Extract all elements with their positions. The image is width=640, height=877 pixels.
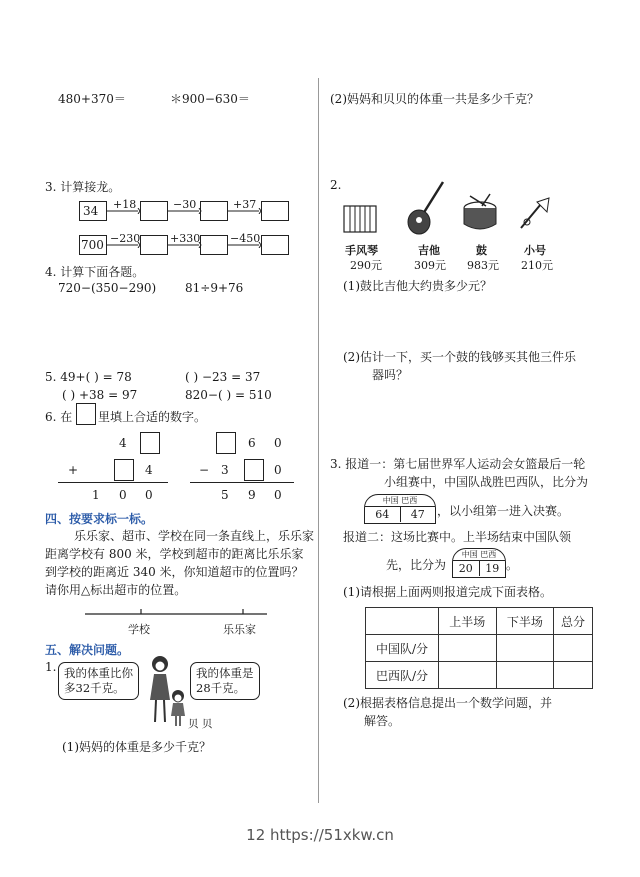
guitar-icon <box>405 178 449 238</box>
sec4-line-1: 乐乐家、超市、学校在同一条直线上，乐乐家 <box>74 529 315 543</box>
chain2-start: 700 <box>81 238 104 252</box>
bubble-line: 28千克。 <box>196 681 246 695</box>
q3-line2: 小组赛中，中国队战胜巴西队，比分为 <box>384 475 589 489</box>
answer-box[interactable] <box>140 432 160 454</box>
chain2-op1: −230 <box>110 232 141 245</box>
sample-box <box>76 403 96 425</box>
table-cell[interactable] <box>496 662 554 689</box>
table-cell[interactable] <box>496 635 554 662</box>
table-cell[interactable] <box>439 635 497 662</box>
digit: 5 <box>221 488 229 502</box>
digit: 4 <box>145 463 153 477</box>
score-header: 中国 巴西 <box>453 549 505 561</box>
instrument-price: 983元 <box>467 259 499 272</box>
q2-sub1: (1)鼓比吉他大约贵多少元？ <box>343 279 492 293</box>
score-china: 20 <box>453 561 480 576</box>
instrument-price: 290元 <box>350 259 382 272</box>
operator: − <box>199 463 210 477</box>
q3-line5a: 先，比分为 <box>386 558 447 572</box>
score-board-1 <box>364 494 436 524</box>
chain1-start: 34 <box>83 204 99 218</box>
digit: 0 <box>274 488 282 502</box>
score-header: 中国 巴西 <box>365 495 435 507</box>
chain1-op2: −30 <box>173 198 197 211</box>
label-home: 乐乐家 <box>223 623 256 636</box>
trumpet-icon <box>515 196 555 236</box>
q5-2: ( ) −23 = 37 <box>185 370 261 384</box>
instrument-price: 309元 <box>414 259 446 272</box>
q1-sub2: (2)妈妈和贝贝的体重一共是多少千克？ <box>330 92 539 106</box>
table-header: 下半场 <box>496 608 554 635</box>
table-row <box>366 662 593 689</box>
bubble-beibei <box>190 662 260 700</box>
section-5-title: 五、解决问题。 <box>45 643 130 657</box>
table-cell[interactable] <box>439 662 497 689</box>
drum-icon <box>460 192 502 236</box>
sec4-line-2: 距离学校有 800 米，学校到超市的距离比乐乐家 <box>45 547 304 561</box>
q3-line5b: 。 <box>506 558 519 572</box>
name-beibei: 贝 贝 <box>188 718 213 730</box>
chain2-arrows <box>106 242 266 248</box>
instrument-name: 手风琴 <box>345 244 378 257</box>
q3-line1: 3. 报道一：第七届世界军人运动会女篮最后一轮 <box>330 457 586 471</box>
instrument-price: 210元 <box>521 259 553 272</box>
chain2-op2: +330 <box>170 232 201 245</box>
q5-1: 5. 49+( ) = 78 <box>45 370 132 384</box>
digit: 9 <box>248 488 256 502</box>
answer-box[interactable] <box>244 459 264 481</box>
q1-number: 1. <box>45 660 57 674</box>
answer-box[interactable] <box>114 459 134 481</box>
chain2-op3: −450 <box>230 232 261 245</box>
digit: 3 <box>221 463 229 477</box>
instrument-name: 小号 <box>524 244 546 257</box>
q4-title: 4. 计算下面各题。 <box>45 265 145 279</box>
sec4-line-3: 到学校的距离近 340 米，你知道超市的位置吗？ <box>45 565 304 579</box>
bubble-line: 多32千克。 <box>64 681 125 695</box>
table-header <box>366 608 439 635</box>
q3-line4: 报道二：这场比赛中。上半场结束中国队领 <box>343 530 572 544</box>
table-cell[interactable] <box>554 662 593 689</box>
q4-a: 720−(350−290) <box>58 281 157 295</box>
q1-sub1: (1)妈妈的体重是多少千克？ <box>62 740 211 754</box>
sec4-line-4: 请你用△标出超市的位置。 <box>45 583 187 597</box>
q6-prefix: 6. 在 <box>45 410 73 424</box>
q3-line3: ，以小组第一进入决赛。 <box>437 504 570 518</box>
instrument-name: 鼓 <box>476 244 487 257</box>
digit: 0 <box>274 463 282 477</box>
q3-sub2-line1: (2)根据表格信息提出一个数学问题，并 <box>343 696 552 710</box>
number-line[interactable] <box>85 606 269 618</box>
q5-3: ( ) +38 = 97 <box>62 388 138 402</box>
section-4-title: 四、按要求标一标。 <box>45 512 154 526</box>
table-header: 总分 <box>554 608 593 635</box>
calc-a: 480+370＝ <box>58 92 126 106</box>
digit: 4 <box>119 436 127 450</box>
digit: 0 <box>274 436 282 450</box>
bubble-line: 我的体重是 <box>196 666 254 680</box>
digit: 1 <box>92 488 100 502</box>
chain1-op3: +37 <box>233 198 257 211</box>
instrument-name: 吉他 <box>418 244 440 257</box>
bubble-mom <box>58 662 139 700</box>
q3-sub2-line2: 解答。 <box>364 714 401 728</box>
q4-b: 81÷9+76 <box>185 281 244 295</box>
digit: 0 <box>119 488 127 502</box>
table-cell[interactable] <box>554 635 593 662</box>
answer-box[interactable] <box>216 432 236 454</box>
bubble-line: 我的体重比你 <box>64 666 133 680</box>
q2-number: 2. <box>330 178 342 192</box>
table-row <box>366 635 593 662</box>
q6-suffix: 里填上合适的数字。 <box>98 410 207 424</box>
score-table <box>365 607 593 689</box>
chain1-op1: +18 <box>113 198 137 211</box>
label-school: 学校 <box>128 623 150 636</box>
score-brazil: 47 <box>410 508 425 521</box>
table-header-row <box>366 608 593 635</box>
q3-sub1: (1)请根据上面两则报道完成下面表格。 <box>343 585 552 599</box>
page-footer: 12 https://51xkw.cn <box>246 826 394 844</box>
row-label: 巴西队/分 <box>366 662 439 689</box>
accordion-icon <box>340 200 380 236</box>
q2-sub2-line1: (2)估计一下，买一个鼓的钱够买其他三件乐 <box>343 350 576 364</box>
calc-b: ＊900−630＝ <box>170 92 250 106</box>
q5-4: 820−( ) = 510 <box>185 388 272 402</box>
score-china: 64 <box>365 507 401 522</box>
chain1-arrows <box>106 208 266 214</box>
q3-title: 3. 计算接龙。 <box>45 180 121 194</box>
table-header: 上半场 <box>439 608 497 635</box>
digit: 6 <box>248 436 256 450</box>
digit: 0 <box>145 488 153 502</box>
row-label: 中国队/分 <box>366 635 439 662</box>
column-divider <box>318 78 319 803</box>
q2-sub2-line2: 器吗？ <box>372 368 409 382</box>
score-board-2 <box>452 548 506 578</box>
operator: + <box>68 463 79 477</box>
score-brazil: 19 <box>485 562 500 575</box>
